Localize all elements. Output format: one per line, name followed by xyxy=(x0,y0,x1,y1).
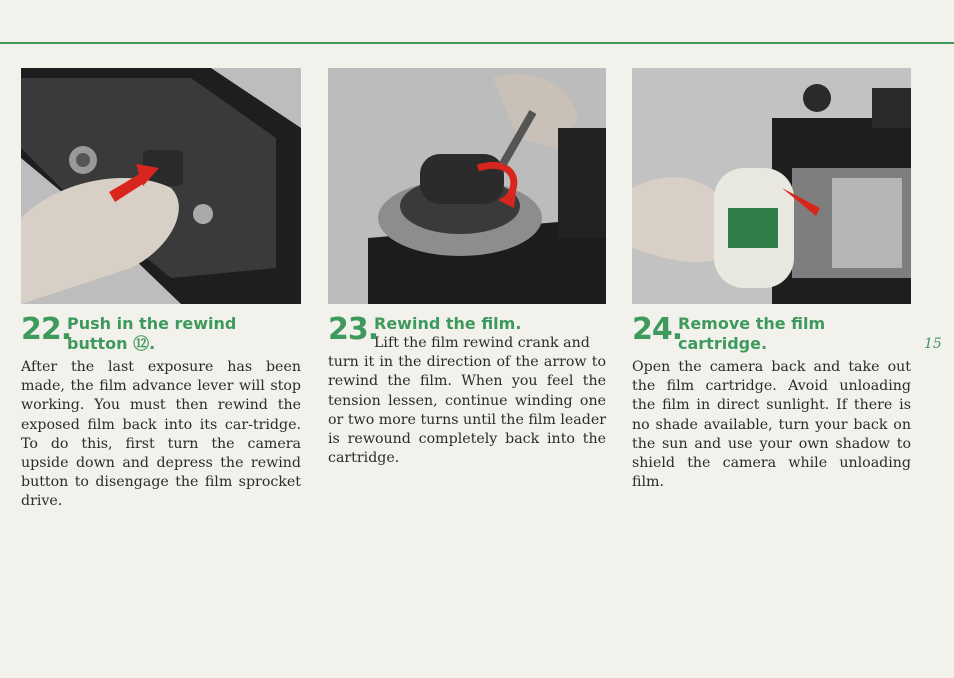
step-title: Push in the rewind button ⑫. xyxy=(67,314,237,353)
step-22 xyxy=(21,68,301,512)
step-number: 23. xyxy=(328,312,379,347)
step-title: Rewind the film. xyxy=(374,314,522,333)
photo-rewind-crank xyxy=(328,68,606,304)
step-body-first-line: Lift the film rewind crank and xyxy=(374,335,590,351)
step-body xyxy=(328,334,606,468)
photo-remove-cartridge xyxy=(632,68,911,304)
step-body: After the last exposure has been made, the film advance lever will stop working. You must then rewind the exposed film back into its car-tridge. To do this, first turn the camera upside down and depress the rewind button to disengage the film sprocket drive. xyxy=(21,359,301,510)
step-24 xyxy=(632,68,911,492)
step-heading xyxy=(632,314,911,358)
photo-rewind-button xyxy=(21,68,301,304)
top-rule xyxy=(0,42,954,44)
step-heading xyxy=(21,314,301,358)
step-number: 22. xyxy=(21,312,72,347)
page-number: 15 xyxy=(924,336,942,352)
step-title: Remove the film cartridge. xyxy=(678,314,826,353)
step-body-rest: turn it in the direction of the arrow to rewind the film. When you feel the tension lessen, continue winding one or two more turns until the film leader is rewound completely back into the cartridge. xyxy=(328,354,606,467)
step-number: 24. xyxy=(632,312,683,347)
step-body: Open the camera back and take out the film cartridge. Avoid unloading the film in direct sunlight. If there is no shade available, turn your back on the sun and use your own shadow to shield the camera while unloading film. xyxy=(632,359,911,491)
step-23 xyxy=(328,68,606,468)
